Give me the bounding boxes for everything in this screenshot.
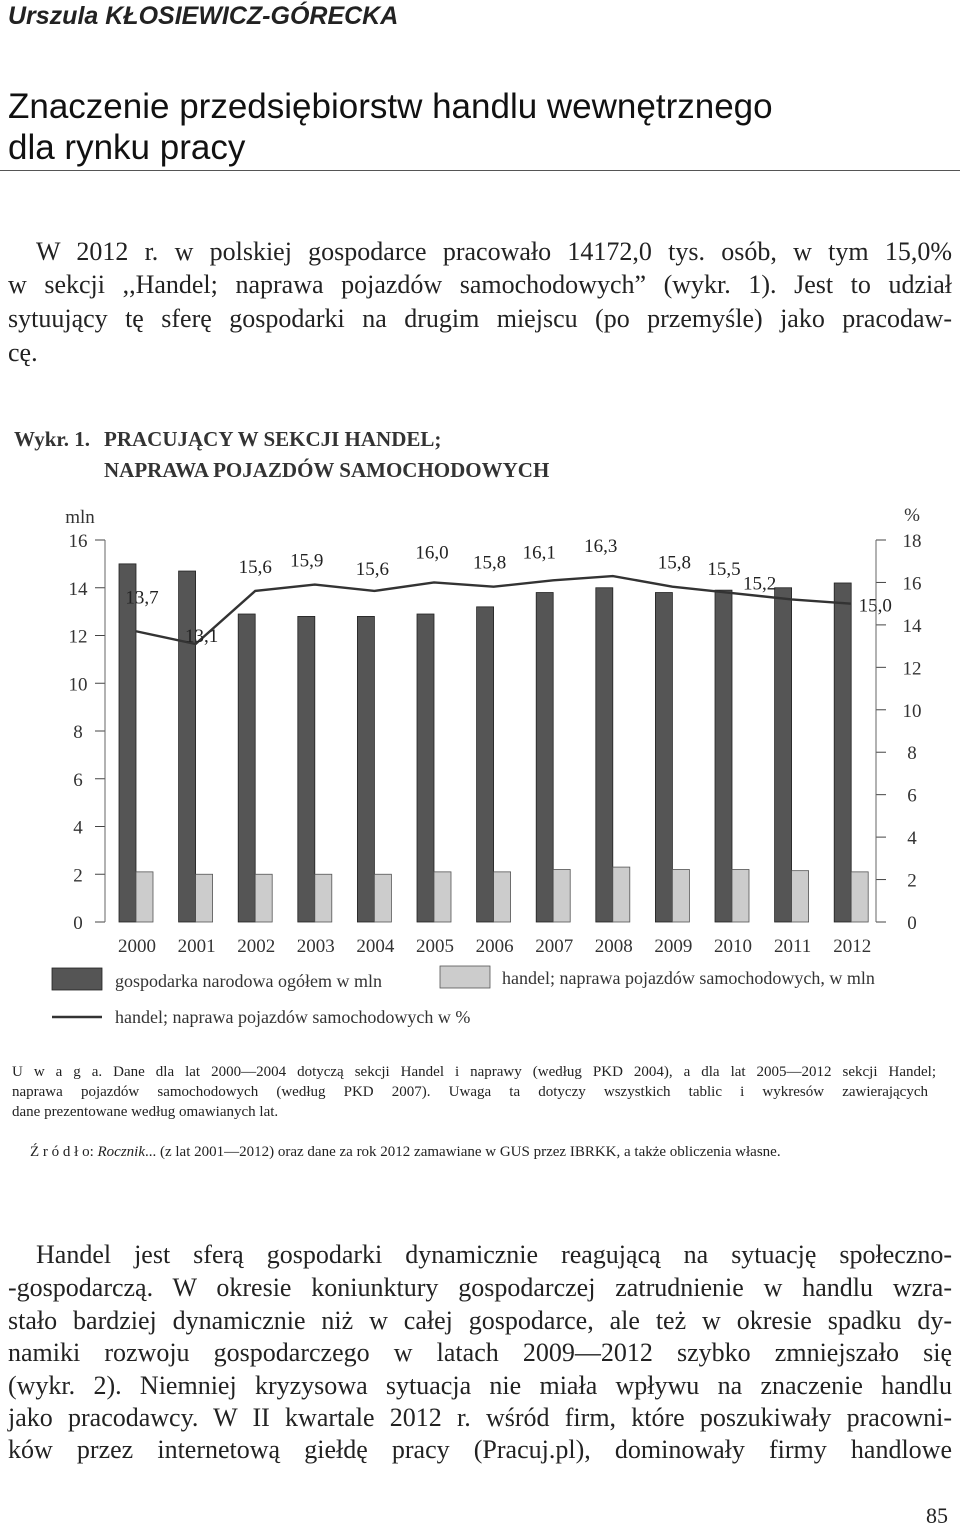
- bar-trade-2010: [732, 869, 749, 922]
- intro-line-3: sytuujący tę sferę gospodarki na drugim miejscu (po przemyśle) jako pracodaw-: [8, 304, 952, 333]
- body-line-2: -gospodarczą. W okresie koniunktury gospodarczej zatrudnienie w handlu wzra-: [8, 1273, 952, 1302]
- x-tick-2004: 2004: [356, 936, 395, 957]
- x-tick-2002: 2002: [237, 936, 276, 957]
- bar-total-2002: [238, 614, 255, 922]
- data-label-2012: 15,0: [858, 595, 892, 617]
- bar-trade-2011: [792, 871, 809, 922]
- bar-trade-2007: [553, 869, 570, 922]
- left-tick-16: 16: [68, 531, 88, 552]
- intro-line-2: w sekcji ,,Handel; naprawa pojazdów samochodowych” (wykr. 1). Jest to udział: [8, 270, 952, 299]
- bar-total-2009: [655, 593, 672, 922]
- right-tick-2: 2: [907, 870, 917, 892]
- left-tick-8: 8: [73, 722, 83, 743]
- body-line-3: stało bardziej dynamicznie niż w całej gospodarce, ale też w okresie spadku dy-: [8, 1306, 952, 1335]
- right-tick-12: 12: [902, 658, 922, 680]
- article-title-line-2: dla rynku pracy: [8, 128, 246, 167]
- data-label-2000: 13,7: [125, 587, 159, 609]
- intro-line-1: W 2012 r. w polskiej gospodarce pracowało 14172,0 tys. osób, w tym 15,0%: [36, 237, 952, 266]
- right-axis-label: %: [904, 505, 920, 526]
- bar-trade-2002: [255, 874, 272, 922]
- bar-trade-2012: [851, 872, 868, 922]
- data-label-2002: 15,6: [238, 556, 272, 578]
- left-tick-10: 10: [68, 674, 88, 696]
- bar-total-2008: [596, 588, 613, 922]
- x-tick-2000: 2000: [118, 936, 156, 957]
- bar-total-2010: [715, 590, 732, 922]
- right-tick-4: 4: [907, 828, 917, 850]
- bar-total-2004: [357, 616, 374, 922]
- note-line-3: dane prezentowane według omawianych lat.: [12, 1104, 279, 1120]
- bar-trade-2005: [434, 872, 451, 922]
- figure-label: Wykr. 1.: [14, 427, 91, 451]
- left-tick-2: 2: [73, 865, 83, 887]
- bar-trade-2001: [196, 874, 213, 922]
- legend-label-percent: handel; naprawa pojazdów samochodowych w %: [115, 1007, 471, 1027]
- data-label-2011: 15,2: [742, 573, 777, 595]
- figure-title-line-2: NAPRAWA POJAZDÓW SAMOCHODOWYCH: [104, 458, 550, 482]
- right-tick-18: 18: [902, 531, 922, 552]
- legend-swatch-trade: [440, 966, 490, 988]
- bar-total-2011: [775, 588, 792, 922]
- x-tick-2003: 2003: [296, 936, 335, 957]
- bar-total-2006: [477, 607, 494, 922]
- bar-trade-2004: [374, 874, 391, 922]
- source-rest: ... (z lat 2001—2012) oraz dane za rok 2012 zamawiane w GUS przez IBRKK, a także obliczenia własne.: [144, 1144, 781, 1160]
- bar-total-2000: [119, 564, 136, 922]
- data-label-2010: 15,5: [707, 559, 741, 581]
- bar-total-2001: [179, 571, 196, 922]
- body-line-1: Handel jest sferą gospodarki dynamicznie reagującą na sytuację społeczno-: [36, 1240, 952, 1269]
- x-tick-2011: 2011: [773, 936, 812, 957]
- body-line-4: namiki rozwoju gospodarczego w latach 2009—2012 szybko zmniejszało się: [8, 1338, 952, 1367]
- source-note: [30, 1144, 781, 1161]
- bar-total-2005: [417, 614, 434, 922]
- data-label-2001: 13,1: [184, 625, 219, 647]
- bar-total-2003: [298, 616, 315, 922]
- x-tick-2006: 2006: [475, 936, 514, 957]
- employment-chart: [0, 495, 960, 1035]
- body-line-6: jako pracodawcy. W II kwartale 2012 r. wśród firm, które poszukiwały pracowni-: [8, 1403, 952, 1432]
- bar-trade-2000: [136, 872, 153, 922]
- legend-swatch-total: [52, 968, 102, 990]
- left-tick-4: 4: [73, 817, 83, 839]
- article-title: [8, 86, 948, 168]
- bar-total-2007: [536, 593, 553, 922]
- right-tick-8: 8: [907, 743, 917, 765]
- data-label-2007: 16,1: [522, 542, 556, 564]
- x-tick-2007: 2007: [535, 936, 574, 957]
- data-label-2008: 16,3: [584, 536, 618, 558]
- x-tick-2001: 2001: [177, 936, 216, 957]
- intro-line-4: cę.: [8, 338, 38, 367]
- left-axis-label: mln: [65, 507, 95, 528]
- left-tick-0: 0: [73, 913, 83, 934]
- source-prefix: Ź r ó d ł o:: [30, 1144, 98, 1160]
- right-tick-14: 14: [902, 615, 922, 637]
- title-divider: [0, 170, 960, 171]
- body-line-7: ków przez internetową giełdę pracy (Pracuj.pl), dominowały firmy handlowe: [8, 1435, 952, 1464]
- data-label-2004: 15,6: [355, 558, 390, 580]
- note-line-1: U w a g a. Dane dla lat 2000—2004 dotyczą sekcji Handel i naprawy (według PKD 2004), a dla lat 2005—2012 sekcji Handel;: [12, 1064, 936, 1080]
- bar-trade-2009: [672, 869, 689, 922]
- legend-label-trade: handel; naprawa pojazdów samochodowych, w mln: [502, 968, 875, 988]
- x-tick-2005: 2005: [416, 936, 454, 957]
- right-tick-10: 10: [902, 700, 922, 722]
- bar-trade-2006: [494, 872, 511, 922]
- body-line-5: (wykr. 2). Niemniej kryzysowa sytuacja nie miała wpływu na znaczenie handlu: [8, 1371, 952, 1400]
- left-tick-12: 12: [68, 626, 88, 648]
- legend-label-total: gospodarka narodowa ogółem w mln: [115, 971, 382, 991]
- x-tick-2008: 2008: [594, 936, 633, 957]
- x-tick-2009: 2009: [654, 936, 693, 957]
- right-tick-0: 0: [907, 913, 917, 934]
- right-tick-16: 16: [902, 573, 922, 595]
- source-italic: Rocznik: [97, 1144, 145, 1160]
- bar-total-2012: [834, 583, 851, 922]
- article-title-line-1: Znaczenie przedsiębiorstw handlu wewnętrznego: [8, 87, 773, 126]
- page-number: 85: [926, 1503, 948, 1528]
- x-tick-2010: 2010: [714, 936, 752, 957]
- data-label-2009: 15,8: [657, 552, 692, 574]
- figure-title-line-1: PRACUJĄCY W SEKCJI HANDEL;: [104, 427, 442, 451]
- left-tick-6: 6: [73, 769, 83, 791]
- right-tick-6: 6: [907, 785, 917, 807]
- left-tick-14: 14: [68, 578, 88, 600]
- x-tick-2012: 2012: [833, 936, 872, 957]
- data-label-2006: 15,8: [472, 552, 507, 574]
- data-label-2003: 15,9: [290, 550, 324, 572]
- bar-trade-2008: [613, 867, 630, 922]
- author-name: Urszula KŁOSIEWICZ-GÓRECKA: [8, 2, 399, 30]
- note-line-2: naprawa pojazdów samochodowych (według PKD 2007). Uwaga ta dotyczy wszystkich tablic i wykresów zawierających: [12, 1084, 928, 1100]
- data-label-2005: 16,0: [415, 542, 449, 564]
- bar-trade-2003: [315, 874, 332, 922]
